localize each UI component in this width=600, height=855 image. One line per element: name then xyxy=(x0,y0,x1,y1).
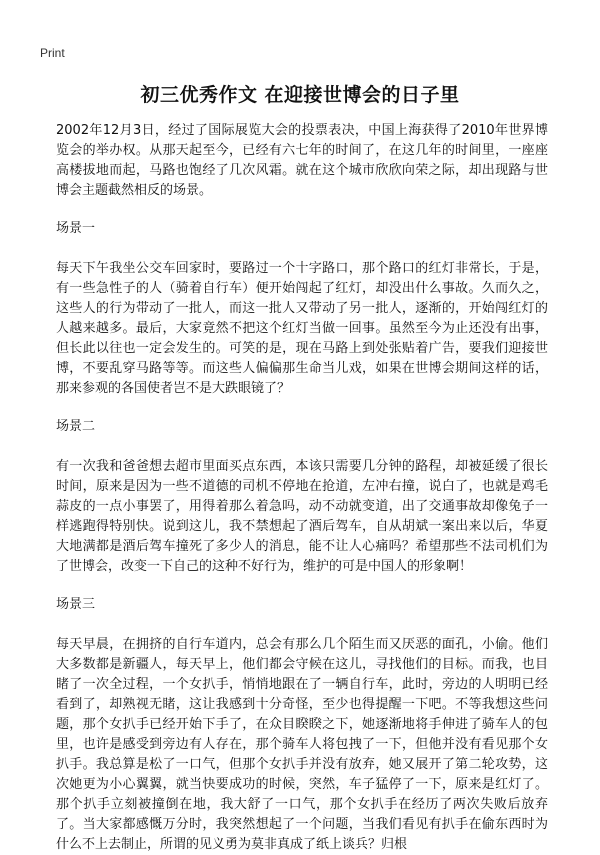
scene-paragraph: 每天下午我坐公交车回家时，要路过一个十字路口，那个路口的红灯非常长，于是，有一些急性子的人（骑着自行车）便开始闯起了红灯，却没出什么事故。久而久之，这些人的行为带动了一批人，而这一批人又带动了另一批人，逐渐的，开始闯红灯的人越来越多。最后，大家竟然不把这个红灯当做一回事。虽然至今为止还没有出事，但长此以往也一定会发生的。可笑的是，现在马路上到处张贴着广告，要我们迎接世博，不要乱穿马路等等。而这些人偏偏那生命当儿戏，如果在世博会期间这样的话，那来参观的各国使者岂不是大跌眼镜了？ xyxy=(56,261,548,396)
scene-heading: 场景三 xyxy=(56,597,96,612)
scene-paragraph: 每天早晨，在拥挤的自行车道内，总会有那么几个陌生而又厌恶的面孔，小偷。他们大多数都是新疆人，每天早上，他们都会守候在这儿，寻找他们的目标。而我，也目睹了一次全过程，一个女扒手，悄悄地跟在了一辆自行车，此时，旁边的人明明已经看到了，却熟视无睹，这让我感到十分奇怪，至少也得提醒一下吧。不等我想这些问题，那个女扒手已经开始下手了，在众目睽睽之下，她逐渐地将手伸进了骑车人的包里，也许是感受到旁边有人存在，那个骑车人将包拽了一下，但他并没有看见那个女扒手。我总算是松了一口气，但那个女扒手并没有放弃，她又展开了第二轮攻势，这次她更为小心翼翼，就当快要成功的时候，突然，车子猛停了一下，原来是红灯了。那个扒手立刻被撞倒在地，我大舒了一口气，那个女扒手在经历了两次失败后放弃了。当大家都感慨万分时，我突然想起了一个问题，当我们看见有扒手在偷东西时为什么不上去制止，所谓的见义勇为莫非真成了纸上谈兵？归根 xyxy=(56,637,548,852)
article-title: 初三优秀作文 在迎接世博会的日子里 xyxy=(140,84,460,106)
scene-paragraph: 有一次我和爸爸想去超市里面买点东西，本该只需要几分钟的路程，却被延缓了很长时间，原来是因为一些不道德的司机不停地在抢道，左冲右撞，说白了，也就是鸡毛蒜皮的一点小事罢了，用得着那么着急吗，动不动就变道，出了交通事故却像兔子一样逃跑得特别快。说到这儿，我不禁想起了酒后驾车，自从胡斌一案出来以后，华夏大地满都是酒后驾车撞死了多少人的消息，能不让人心痛吗？希望那些不法司机们为了世博会，改变一下自己的这种不好行为，维护的可是中国人的形象啊！ xyxy=(56,459,548,574)
article-body xyxy=(56,121,548,855)
intro-paragraph: 2002年12月3日，经过了国际展览大会的投票表决，中国上海获得了2010年世界博览会的举办权。从那天起至今，已经有六七年的时间了，在这几年的时间里，一座座高楼拔地而起，马路也饱经了几次风霜。就在这个城市欣欣向荣之际，却出现路与世博会主题截然相反的场景。 xyxy=(56,123,548,198)
scene-heading: 场景二 xyxy=(56,419,96,434)
print-link[interactable]: Print xyxy=(40,46,65,60)
scene-heading: 场景一 xyxy=(56,221,96,236)
